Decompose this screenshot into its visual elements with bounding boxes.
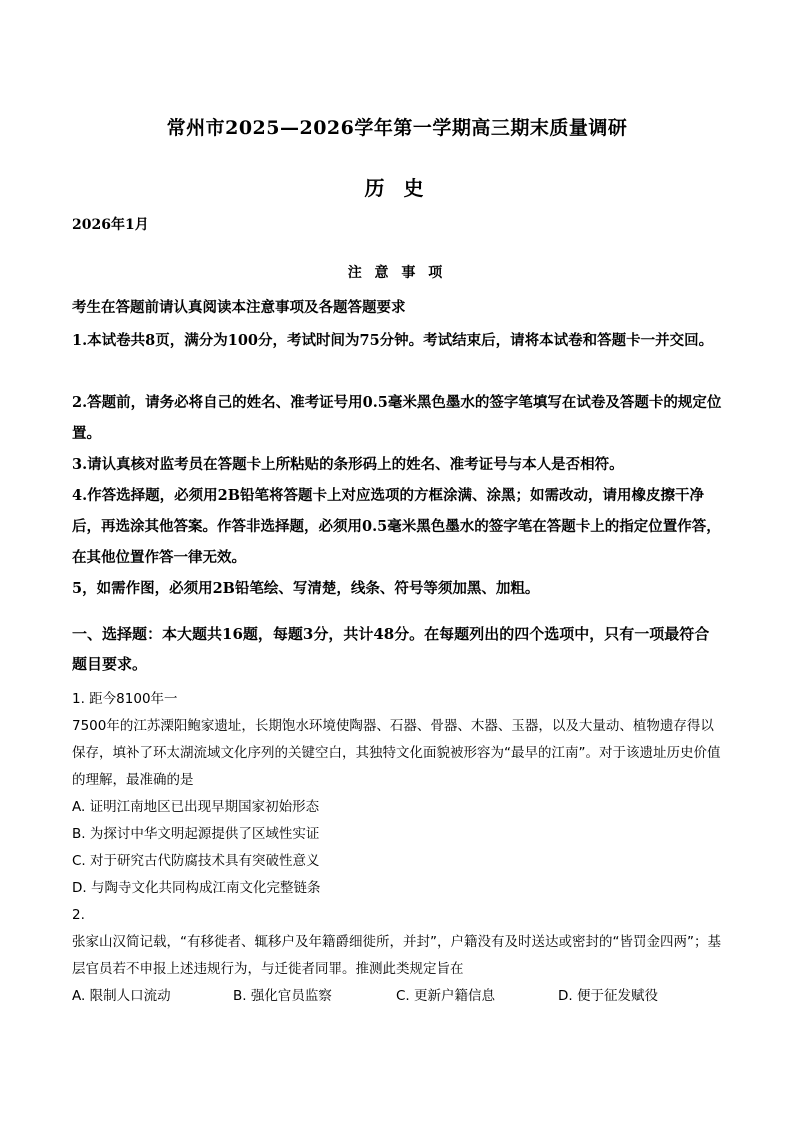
question-2-number: 2.: [72, 907, 85, 923]
question-2-option-c: C. 更新户籍信息: [396, 988, 496, 1004]
question-1-number: 1. 距今8100年一: [72, 691, 178, 707]
question-2-option-b: B. 强化官员监察: [233, 988, 332, 1004]
notice-title: 注 意 事 项: [347, 265, 447, 281]
exam-date: 2026年1月: [72, 217, 149, 233]
notice-lead: 考生在答题前请认真阅读本注意事项及各题答题要求: [72, 299, 406, 316]
question-1-option-a: A. 证明江南地区已出现早期国家初始形态: [72, 799, 320, 815]
question-2-stem: 张家山汉简记载，“有移徙者、辄移户及年籍爵细徙所，并封”，户籍没有及时送达或密封的“皆罚金四两”；基层官员若不申报上述违规行为，与迁徙者同罪。推测此类规定旨在: [72, 934, 721, 977]
subject-title: 历 史: [364, 176, 430, 200]
question-1-option-b: B. 为探讨中华文明起源提供了区域性实证: [72, 826, 320, 842]
section-heading: 一、选择题：本大题共16题，每题3分，共计48分。在每题列出的四个选项中，只有一项最符合题目要求。: [72, 625, 710, 673]
notice-item-2: 2.答题前，请务必将自己的姓名、准考证号用0.5毫米黑色墨水的签字笔填写在试卷及答题卡的规定位置。: [72, 394, 722, 442]
question-2-option-d: D. 便于征发赋役: [558, 988, 658, 1004]
question-1-option-d: D. 与陶寺文化共同构成江南文化完整链条: [72, 880, 321, 896]
notice-item-4: 4.作答选择题，必须用2B铅笔将答题卡上对应选项的方框涂满、涂黑；如需改动，请用橡皮擦干净后，再选涂其他答案。作答非选择题，必须用0.5毫米黑色墨水的签字笔在答题卡上的指定位置作答，在其他位置作答一律无效。: [72, 487, 721, 566]
question-1-stem: 7500年的江苏溧阳鲍家遗址，长期饱水环境使陶器、石器、骨器、木器、玉器，以及大量动、植物遗存得以保存，填补了环太湖流域文化序列的关键空白，其独特文化面貌被形容为“最早的江南”。对于该遗址历史价值的理解，最准确的是: [72, 718, 721, 788]
question-2-option-a: A. 限制人口流动: [72, 988, 171, 1004]
exam-title: 常州市2025—2026学年第一学期高三期末质量调研: [166, 117, 628, 139]
notice-item-3: 3.请认真核对监考员在答题卡上所粘贴的条形码上的姓名、准考证号与本人是否相符。: [72, 456, 624, 473]
notice-item-5: 5，如需作图，必须用2B铅笔绘、写清楚，线条、符号等须加黑、加粗。: [72, 580, 540, 597]
notice-item-1: 1.本试卷共8页，满分为100分，考试时间为75分钟。考试结束后，请将本试卷和答题卡一并交回。: [72, 332, 714, 349]
question-1-option-c: C. 对于研究古代防腐技术具有突破性意义: [72, 853, 320, 869]
